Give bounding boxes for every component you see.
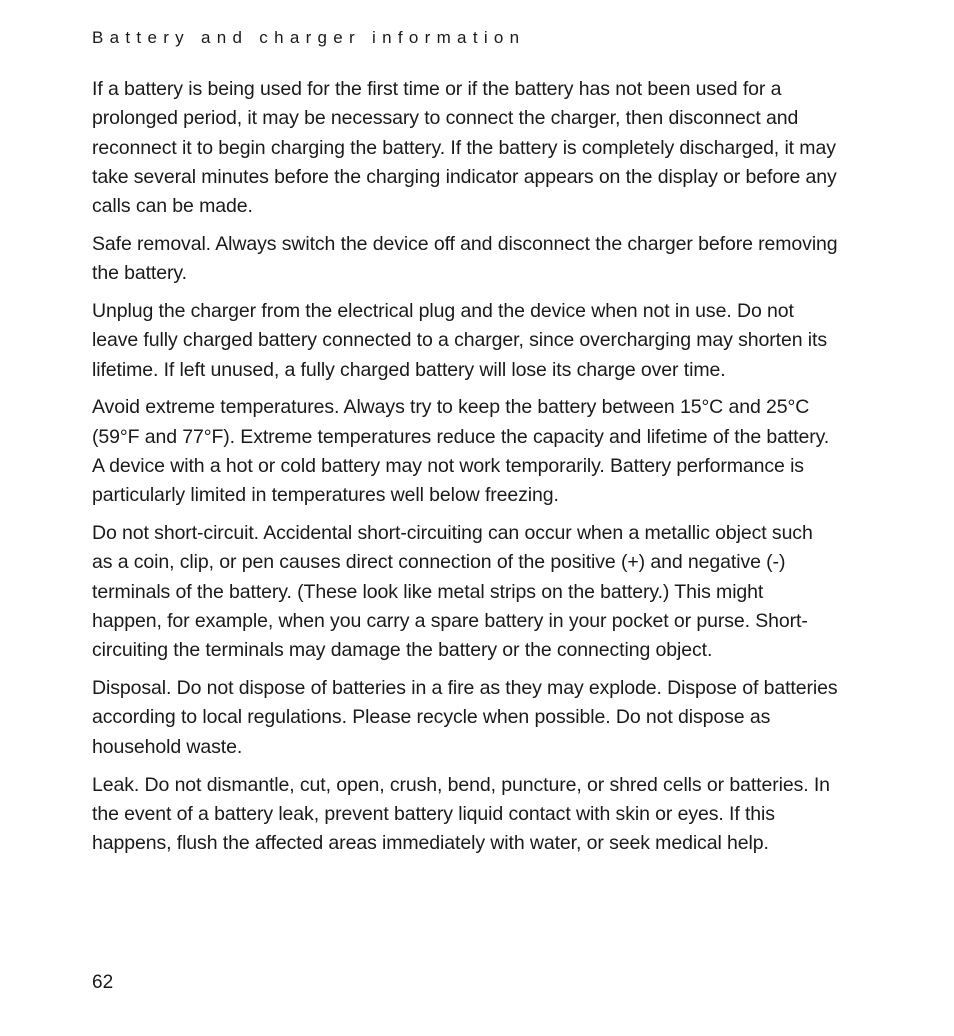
paragraph-extreme-temperatures: Avoid extreme temperatures. Always try to keep the battery between 15°C and 25°C (59°F and 77°F). Extreme temperatures reduce the capacity and lifetime of the battery. A device with a hot or cold battery may not work temporarily. Battery performance is particularly limited in temperatures well below freezing.	[92, 396, 830, 507]
paragraph-safe-removal: Safe removal. Always switch the device off and disconnect the charger before removing the battery.	[92, 232, 838, 285]
paragraph-leak: Leak. Do not dismantle, cut, open, crush, bend, puncture, or shred cells or batteries. In the event of a battery leak, prevent battery liquid contact with skin or eyes. If this happens, flush the affected areas immediately with water, or seek medical help.	[92, 773, 830, 855]
page-number: 62	[92, 972, 114, 993]
running-header: Battery and charger information	[92, 28, 526, 47]
body-text	[92, 75, 838, 867]
paragraph-disposal: Disposal. Do not dispose of batteries in a fire as they may explode. Dispose of batteries according to local regulations. Please recycle when possible. Do not dispose as household waste.	[92, 677, 838, 758]
paragraph-unplug-charger: Unplug the charger from the electrical plug and the device when not in use. Do not leave fully charged battery connected to a charger, since overcharging may shorten its lifetime. If left unused, a fully charged battery will lose its charge over time.	[92, 300, 827, 381]
paragraph-first-use: If a battery is being used for the first time or if the battery has not been used for a prolonged period, it may be necessary to connect the charger, then disconnect and reconnect it to begin charging the battery. If the battery is completely discharged, it may take several minutes before the charging indicator appears on the display or before any calls can be made.	[92, 78, 837, 218]
paragraph-short-circuit: Do not short-circuit. Accidental short-circuiting can occur when a metallic object such as a coin, clip, or pen causes direct connection of the positive (+) and negative (-) terminals of the battery. (These look like metal strips on the battery.) This might happen, for example, when you carry a spare battery in your pocket or purse. Short-circuiting the terminals may damage the battery or the connecting object.	[92, 522, 813, 662]
